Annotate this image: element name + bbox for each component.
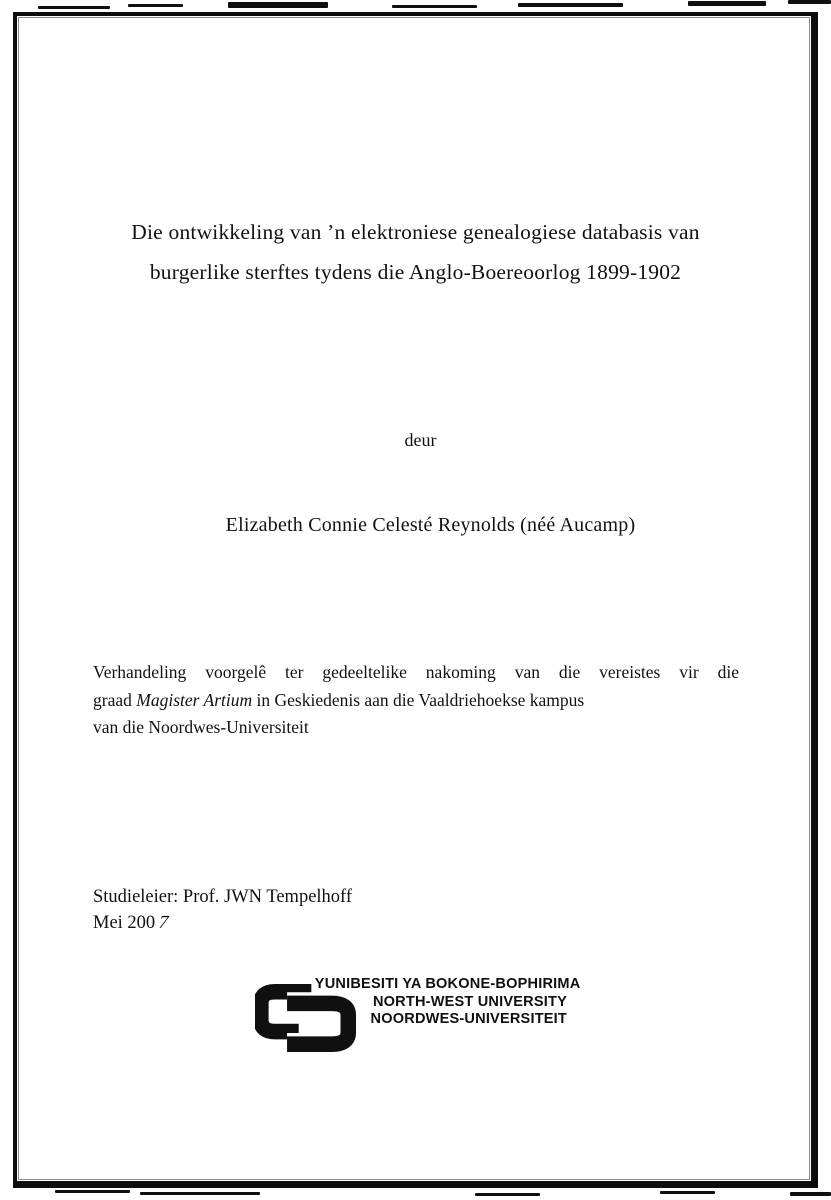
- thesis-title-line1: Die ontwikkeling van ’n elektroniese genealogiese databasis van: [131, 220, 700, 244]
- supervisor-line: Studieleier: Prof. JWN Tempelhoff: [93, 887, 353, 907]
- nwu-logo: [255, 973, 581, 1058]
- scan-artifact: [228, 2, 328, 8]
- scan-artifact: [140, 1192, 260, 1195]
- degree-statement-line2-prefix: graad: [93, 689, 137, 710]
- scan-artifact: [392, 5, 477, 8]
- scan-artifact: [518, 3, 623, 7]
- degree-statement-line2: [93, 687, 739, 715]
- nwu-logo-line2: NORTH-WEST UNIVERSITY: [372, 992, 567, 1010]
- degree-statement: [93, 659, 739, 742]
- scan-artifact: [475, 1193, 540, 1196]
- scan-artifact: [128, 4, 183, 7]
- degree-statement-line3: van die Noordwes-Universiteit: [93, 717, 309, 737]
- byline-deur: deur: [404, 430, 437, 450]
- degree-statement-line1: Verhandeling voorgelê ter gedeeltelike nakoming van die vereistes vir die: [93, 662, 739, 682]
- date-line: [93, 910, 352, 936]
- thesis-title-line2: burgerlike sterftes tydens die Anglo-Boereoorlog 1899-1902: [149, 260, 682, 284]
- nwu-logo-wordmark: [314, 975, 581, 1028]
- scan-artifact: [660, 1191, 715, 1194]
- thesis-title: [45, 212, 786, 292]
- scan-artifact: [55, 1190, 130, 1193]
- scan-artifact: [688, 1, 766, 6]
- degree-statement-line2-suffix: in Geskiedenis aan die Vaaldriehoekse kampus: [252, 689, 585, 710]
- supervisor-block: [93, 884, 352, 936]
- author-name: Elizabeth Connie Celesté Reynolds (néé Aucamp): [225, 514, 636, 536]
- date-prefix: Mei 200: [93, 913, 156, 933]
- degree-name-italic: Magister Artium: [136, 689, 253, 710]
- scan-artifact: [790, 1192, 831, 1196]
- date-last-digit: 7: [156, 913, 172, 933]
- nwu-logo-line1: YUNIBESITI YA BOKONE-BOPHIRIMA: [314, 975, 581, 992]
- nwu-logo-line3: NOORDWES-UNIVERSITEIT: [370, 1010, 567, 1027]
- scan-artifact: [38, 6, 110, 9]
- scan-artifact: [788, 0, 831, 4]
